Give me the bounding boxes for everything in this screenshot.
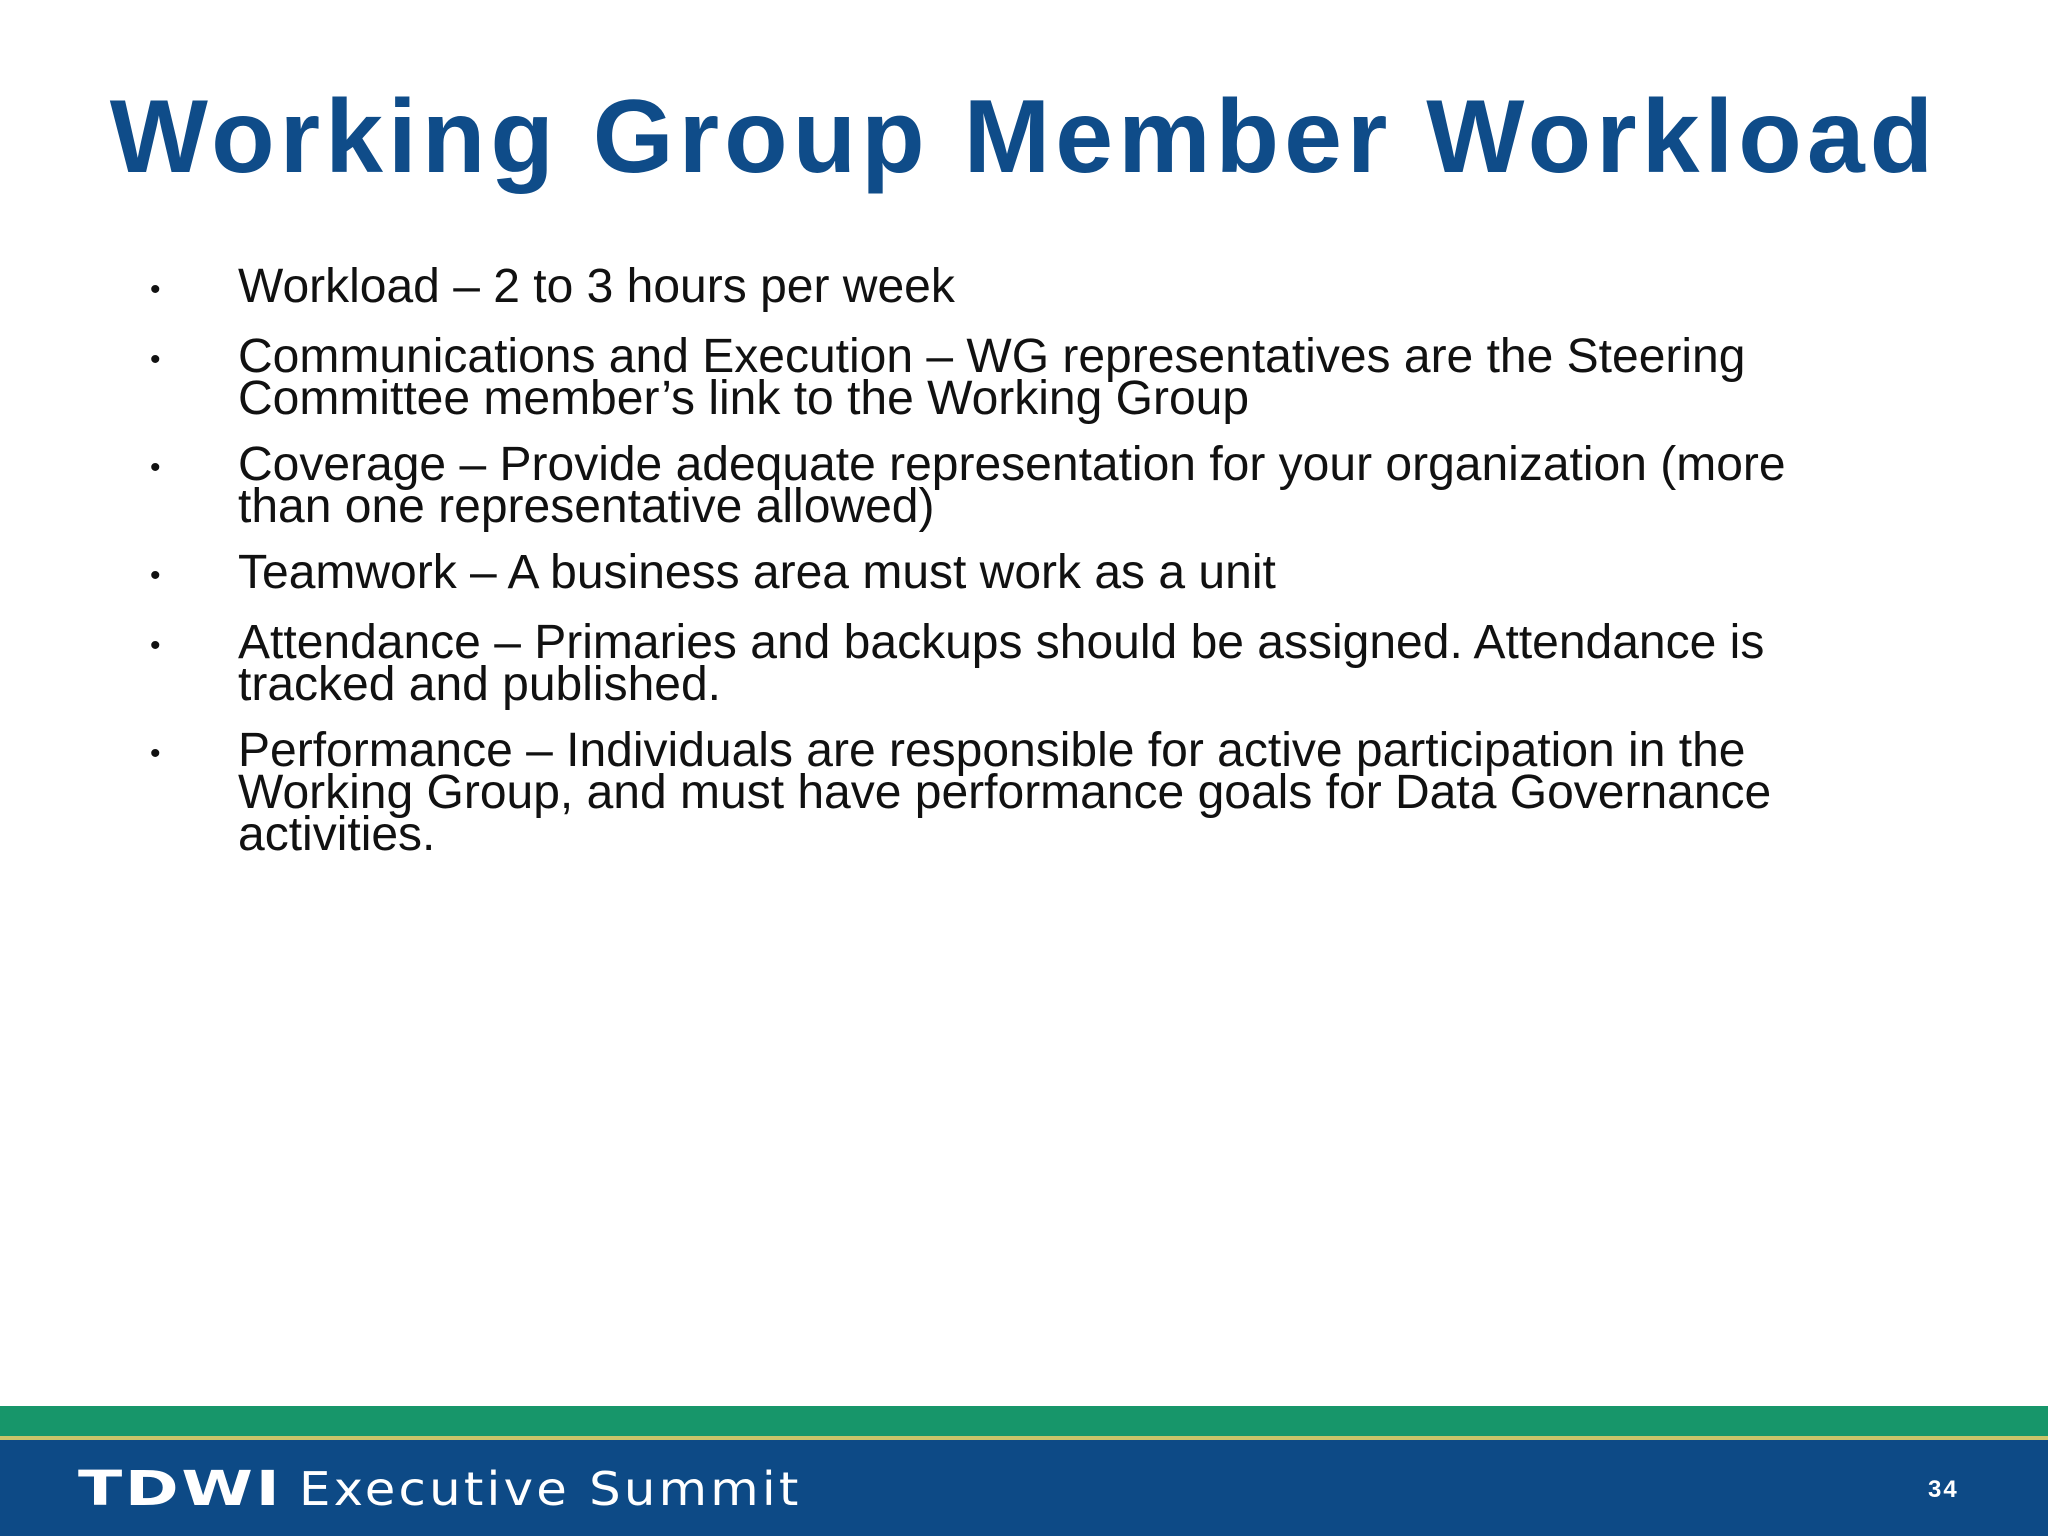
bullet-text: Performance – Individuals are responsible for active participation in the Working Group, and must have performance goals for Data Governance activities. bbox=[238, 724, 1772, 861]
tdwi-logo: TDWI bbox=[78, 1461, 283, 1517]
bullet-marker: • bbox=[150, 273, 161, 306]
bullet-text: Communications and Execution – WG representatives are the Steering Committee member’s link to the Working Group bbox=[238, 330, 1746, 425]
slide-title: Working Group Member Workload bbox=[109, 79, 1939, 195]
bullet-marker: • bbox=[150, 737, 161, 770]
bullet-text: Attendance – Primaries and backups should be assigned. Attendance is tracked and published. bbox=[238, 616, 1765, 711]
bullet-item-communications bbox=[150, 330, 1870, 425]
bullet-item-attendance bbox=[150, 616, 1870, 711]
bullet-item-coverage bbox=[150, 438, 1870, 533]
bullet-text: Teamwork – A business area must work as a unit bbox=[238, 546, 1276, 599]
bullet-list bbox=[150, 260, 1870, 880]
bullet-marker: • bbox=[150, 451, 161, 484]
bullet-marker: • bbox=[150, 629, 161, 662]
bullet-item-workload bbox=[150, 260, 1870, 313]
footer-green-stripe bbox=[0, 1406, 2048, 1436]
footer-brand bbox=[78, 1461, 802, 1517]
event-name: Executive Summit bbox=[299, 1462, 802, 1516]
bullet-marker: • bbox=[150, 559, 161, 592]
page-number: 34 bbox=[1928, 1476, 1959, 1503]
bullet-marker: • bbox=[150, 343, 161, 376]
bullet-item-teamwork bbox=[150, 546, 1870, 599]
bullet-item-performance bbox=[150, 724, 1870, 861]
bullet-text: Coverage – Provide adequate representation for your organization (more than one representative allowed) bbox=[238, 438, 1786, 533]
bullet-text: Workload – 2 to 3 hours per week bbox=[238, 260, 955, 313]
